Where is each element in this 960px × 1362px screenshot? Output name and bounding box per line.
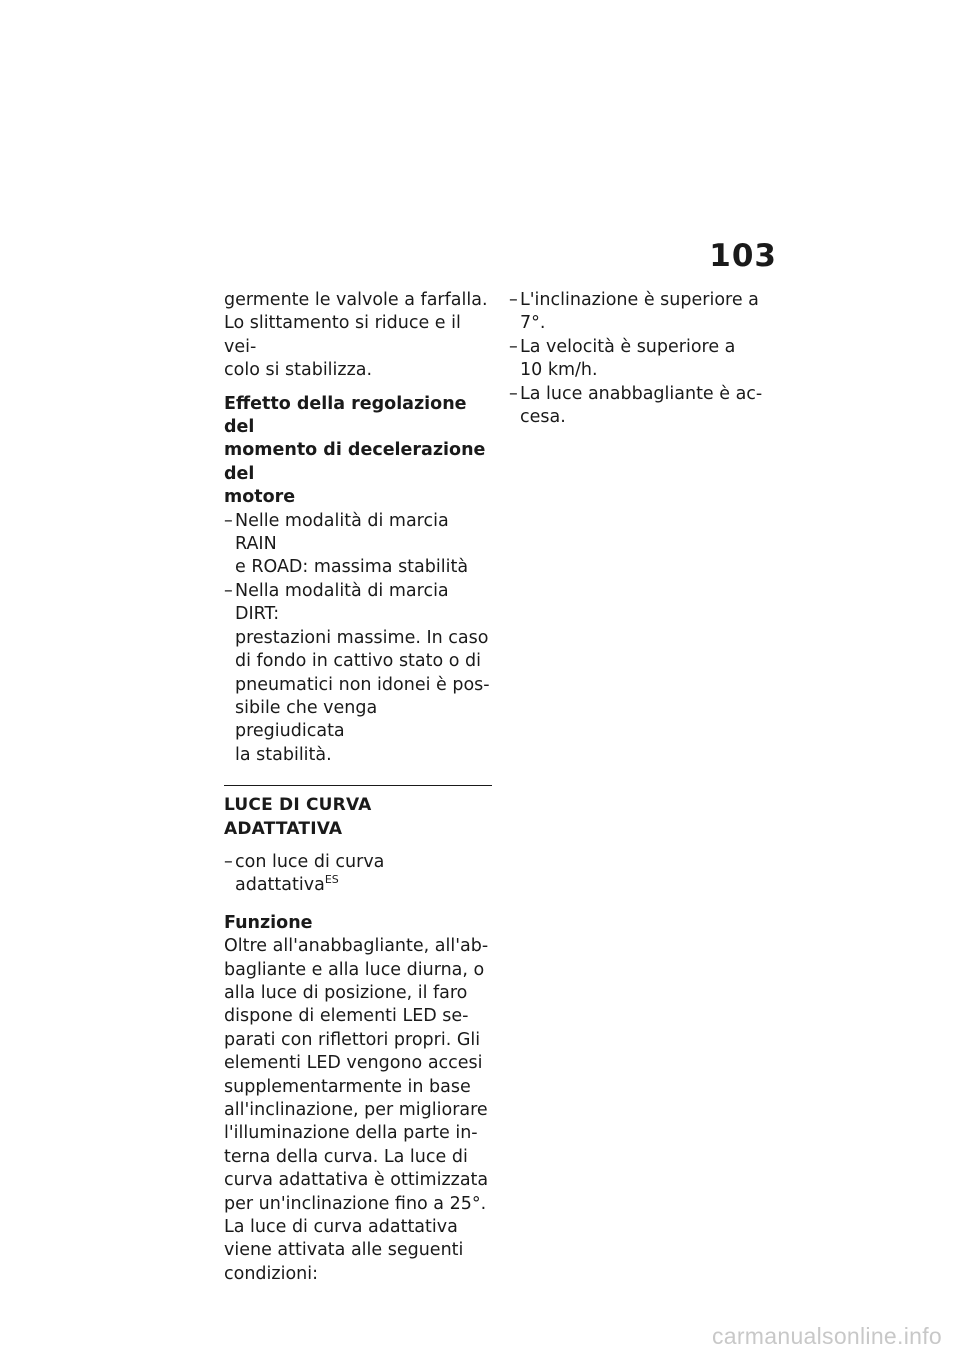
option-text: con luce di curva adattativa	[235, 851, 385, 896]
intro-line: germente le valvole a farfalla.	[224, 290, 488, 310]
bullet-line: e ROAD: massima stabilità	[235, 557, 469, 578]
bullet-line: Nelle modalità di marcia RAIN	[235, 510, 449, 555]
body-line: parati con riflettori propri. Gli	[224, 1029, 481, 1050]
body-line: bagliante e alla luce diurna, o	[224, 959, 485, 980]
intro-line: colo si stabilizza.	[224, 360, 373, 381]
subheading-line: motore	[224, 487, 296, 508]
section-divider	[224, 785, 492, 786]
bullet-item	[509, 336, 784, 383]
subheading-funzione: Funzione	[224, 912, 313, 933]
body-line: per un'inclinazione fino a 25°.	[224, 1193, 487, 1214]
body-line: La luce di curva adattativa	[224, 1217, 458, 1238]
bullet-line: di fondo in cattivo stato o di	[235, 651, 482, 672]
dash-marker: –	[509, 290, 518, 310]
dash-marker: –	[224, 851, 233, 872]
dash-marker: –	[509, 336, 518, 357]
dash-marker: –	[224, 580, 233, 601]
bullet-line: sibile che venga pregiudicata	[235, 697, 378, 742]
bullet-item	[224, 580, 492, 767]
bullet-line: pneumatici non idonei è pos-	[235, 674, 490, 695]
dash-marker: –	[509, 383, 518, 404]
body-line: alla luce di posizione, il faro	[224, 982, 468, 1003]
body-line: viene attivata alle seguenti	[224, 1240, 464, 1261]
body-line: elementi LED vengono accesi	[224, 1053, 483, 1074]
body-line: l'illuminazione della parte in-	[224, 1123, 478, 1144]
left-column	[224, 289, 492, 1286]
body-line: supplementarmente in base	[224, 1076, 471, 1097]
right-column	[509, 289, 784, 429]
body-line: all'inclinazione, per migliorare	[224, 1100, 488, 1120]
equipment-superscript: ES	[324, 873, 339, 887]
body-line: curva adattativa è ottimizzata	[224, 1170, 489, 1191]
watermark: carmanualsonline.info	[711, 1323, 942, 1349]
bullet-line: La velocità è superiore a	[520, 336, 736, 357]
bullet-item	[224, 510, 492, 580]
body-line: terna della curva. La luce di	[224, 1146, 468, 1167]
bullet-line: 10 km/h.	[520, 360, 598, 381]
dash-marker: –	[224, 510, 233, 531]
bullet-line: prestazioni massime. In caso	[235, 627, 489, 648]
bullet-line: L'inclinazione è superiore a 7°.	[520, 290, 759, 334]
subheading-line: momento di decelerazione del	[224, 440, 486, 484]
bullet-item	[509, 383, 784, 430]
bullet-item	[509, 289, 784, 336]
option-line	[224, 851, 492, 898]
bullet-line: Nella modalità di marcia DIRT:	[235, 580, 449, 625]
body-line: condizioni:	[224, 1263, 318, 1284]
page-number: 103	[709, 238, 777, 274]
body-line: dispone di elementi LED se-	[224, 1006, 469, 1027]
bullet-line: la stabilità.	[235, 744, 332, 765]
bullet-line: La luce anabbagliante è ac-	[520, 383, 763, 404]
bullet-line: cesa.	[520, 407, 566, 428]
section-title: LUCE DI CURVA ADATTATIVA	[224, 795, 372, 839]
subheading-line: Effetto della regolazione del	[224, 393, 467, 438]
intro-line: Lo slittamento si riduce e il vei-	[224, 313, 461, 357]
body-line: Oltre all'anabbagliante, all'ab-	[224, 936, 489, 957]
